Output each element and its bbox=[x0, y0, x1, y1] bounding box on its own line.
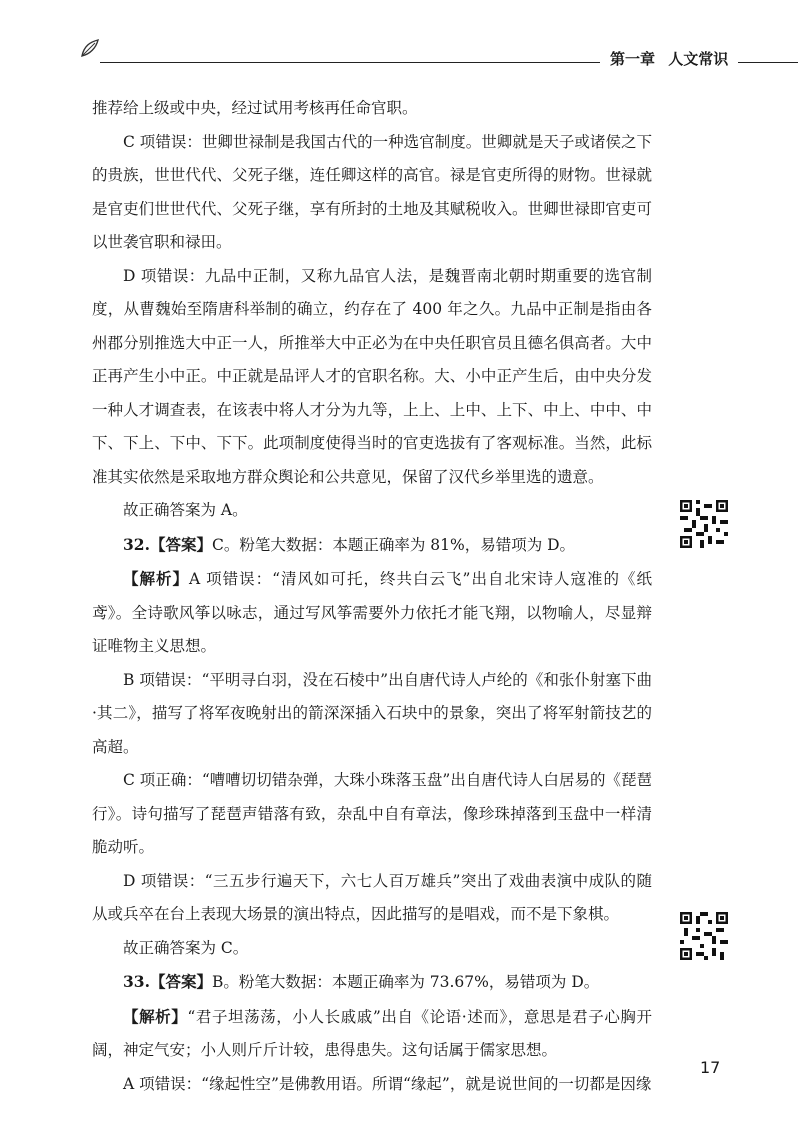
paragraph-text: C。粉笔大数据：本题正确率为 81%，易错项为 D。 bbox=[211, 535, 576, 554]
paragraph bbox=[92, 126, 652, 260]
answer-label: 32.【答案】 bbox=[123, 534, 212, 554]
qr-code-icon[interactable] bbox=[680, 912, 728, 960]
paragraph-text: D 项错误：九品中正制，又称九品官人法，是魏晋南北朝时期重要的选官制度，从曹魏始至隋唐科举制的确立，约存在了 400 年之久。九品中正制是指由各州郡分别推选大中正一人，所推举大中正必为在中央任职官员且德名俱高者。大中正再产生小中正。中正就是品评人才的官职名称。大、小中正产生后，由中央分发一种人才调查表，在该表中将人才分为九等，上上、上中、上下、中上、中中、中下、下上、下中、下下。此项制度使得当时的官吏选拔有了客观标准。当然，此标准其实依然是采取地方群众舆论和公共意见，保留了汉代乡举里选的遗意。 bbox=[92, 266, 652, 486]
header-rule-left bbox=[100, 62, 600, 63]
chapter-number: 第一章 bbox=[610, 50, 656, 68]
paragraph-text: D 项错误：“三五步行遍天下，六七人百万雄兵”突出了戏曲表演中成队的随从或兵卒在台上表现大场景的演出特点，因此描写的是唱戏，而不是下象棋。 bbox=[92, 871, 652, 923]
answer-label: 【解析】 bbox=[123, 569, 190, 588]
page-body bbox=[92, 92, 652, 1101]
paragraph-text: C 项错误：世卿世禄制是我国古代的一种选官制度。世卿就是天子或诸侯之下的贵族，世世代代、父死子继，连任卿这样的高官。禄是官吏所得的财物。世禄就是官吏们世世代代、父死子继，享有所封的土地及其赋税收入。世卿世禄即官吏可以世袭官职和禄田。 bbox=[92, 132, 652, 251]
answer-label: 【解析】 bbox=[123, 1006, 188, 1026]
paragraph bbox=[92, 664, 652, 765]
paragraph-text: “君子坦荡荡，小人长戚戚”出自《论语·述而》，意思是君子心胸开阔，神定气安；小人则斤斤计较，患得患失。这句话属于儒家思想。 bbox=[92, 1007, 652, 1059]
paragraph-text: 推荐给上级或中央，经过试用考核再任命官职。 bbox=[92, 99, 418, 117]
chapter-section: 人文常识 bbox=[668, 50, 729, 68]
header-rule-right bbox=[738, 62, 798, 63]
paragraph-text: B。粉笔大数据：本题正确率为 73.67%，易错项为 D。 bbox=[211, 973, 600, 991]
paragraph-text: A 项错误：“清风如可托，终共白云飞”出自北宋诗人寇准的《纸鸢》。全诗歌风筝以咏志，通过写风筝需要外力依托才能飞翔，以物喻人，尽显辩证唯物主义思想。 bbox=[92, 570, 652, 655]
paragraph bbox=[92, 494, 652, 528]
paragraph bbox=[92, 965, 652, 1000]
paragraph-text: 故正确答案为 A。 bbox=[123, 501, 248, 519]
paragraph bbox=[92, 562, 652, 664]
paragraph bbox=[92, 932, 652, 966]
paragraph-text: C 项正确：“嘈嘈切切错杂弹，大珠小珠落玉盘”出自唐代诗人白居易的《琵琶行》。诗句描写了琵琶声错落有致，杂乱中自有章法，像珍珠掉落到玉盘中一样清脆动听。 bbox=[92, 771, 652, 856]
paragraph bbox=[92, 92, 652, 126]
paragraph-text: A 项错误：“缘起性空”是佛教用语。所谓“缘起”，就是说世间的一切都是因缘 bbox=[123, 1074, 652, 1093]
paragraph-text: B 项错误：“平明寻白羽，没在石棱中”出自唐代诗人卢纶的《和张仆射塞下曲·其二》，描写了将军夜晚射出的箭深深插入石块中的景象，突出了将军射箭技艺的高超。 bbox=[92, 670, 652, 756]
running-header bbox=[78, 34, 798, 74]
leaf-ornament-icon bbox=[78, 36, 102, 60]
paragraph bbox=[92, 528, 652, 563]
qr-code-icon[interactable] bbox=[680, 500, 728, 548]
paragraph bbox=[92, 260, 652, 495]
paragraph bbox=[92, 764, 652, 865]
paragraph-text: 故正确答案为 C。 bbox=[123, 938, 249, 957]
paragraph bbox=[92, 865, 652, 932]
paragraph bbox=[92, 1000, 652, 1068]
chapter-title bbox=[610, 48, 736, 69]
page-number: 17 bbox=[700, 1058, 721, 1077]
paragraph bbox=[92, 1068, 652, 1102]
answer-label: 33.【答案】 bbox=[123, 972, 212, 991]
